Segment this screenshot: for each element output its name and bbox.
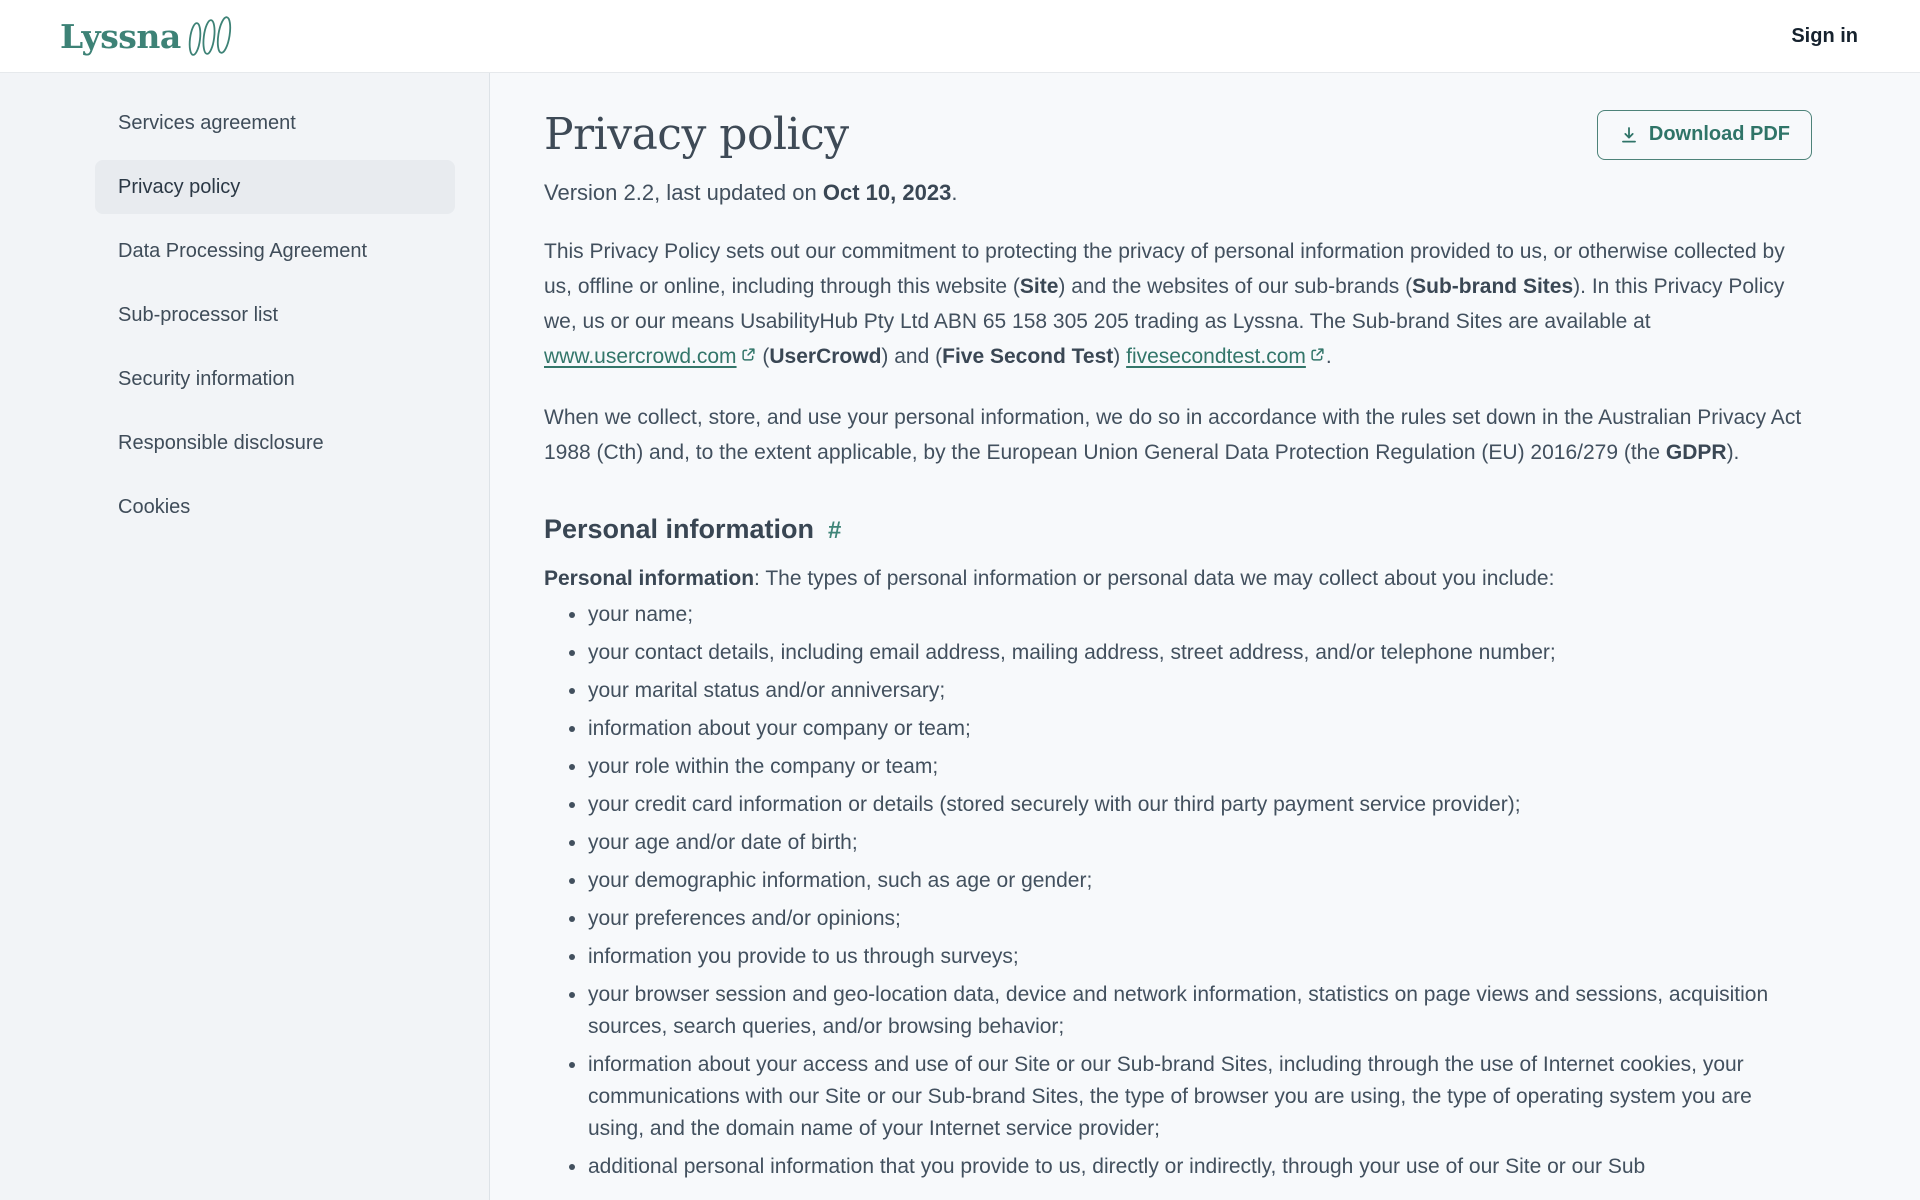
policy-paragraph [544, 234, 1812, 374]
title-row [544, 109, 1812, 160]
text-run: ) [1113, 345, 1127, 368]
list-item: information you provide to us through surveys; [544, 941, 1812, 973]
text-run: When we collect, store, and use your personal information, we do so in accordance with the rules set down in the Australian Privacy Act 1988 (Cth) and, to the extent applicable, by the European Union General Data Protection Regulation (EU) 2016/279 (the [544, 406, 1802, 464]
text-run: ). [1726, 441, 1740, 464]
text-run: This Privacy Policy sets out our commitment to protecting the privacy of personal information provided to us, or otherwise collected by us, offline or online, including through this website ( [544, 240, 1785, 298]
top-header [0, 0, 1920, 73]
section-title: Personal information [544, 514, 815, 544]
bold-text-run: Five Second Test [942, 345, 1114, 368]
bold-text-run: GDPR [1665, 441, 1727, 464]
download-pdf-label: Download PDF [1648, 123, 1790, 145]
sidebar-item-sub-processor-list[interactable]: Sub-processor list [118, 303, 279, 326]
page-title: Privacy policy [544, 109, 849, 160]
bold-text-run: Site [1019, 275, 1059, 298]
sidebar-item-data-processing-agreement[interactable]: Data Processing Agreement [118, 239, 368, 262]
text-run: ). In this Privacy Policy we, us or our means UsabilityHub Pty Ltd ABN 65 158 305 205 trading as Lyssna. The Sub-brand Sites are available at [544, 275, 1785, 333]
bold-text-run: Oct 10, 2023 [822, 180, 952, 205]
version-line [544, 178, 1812, 208]
external-link-icon [741, 339, 756, 374]
sidebar-item-responsible-disclosure[interactable]: Responsible disclosure [118, 431, 324, 454]
personal-info-list [544, 599, 1812, 1183]
download-pdf-button[interactable] [1597, 110, 1812, 160]
list-item: your role within the company or team; [544, 751, 1812, 783]
sidebar-item-privacy-policy[interactable]: Privacy policy [95, 160, 455, 214]
brand-wordmark: Lyssna [60, 16, 181, 56]
text-run: ) and the websites of our sub-brands ( [1058, 275, 1413, 298]
document-content [490, 73, 1920, 1200]
brand-logo[interactable] [60, 16, 238, 57]
text-run: ( [756, 345, 770, 368]
list-item: your demographic information, such as age or gender; [544, 865, 1812, 897]
section-intro [544, 563, 1812, 595]
list-item: your age and/or date of birth; [544, 827, 1812, 859]
policy-paragraph [544, 400, 1812, 470]
logo-squiggle-icon [184, 16, 238, 63]
sidebar-item-services-agreement[interactable]: Services agreement [118, 111, 296, 134]
text-run: . [1325, 345, 1332, 368]
list-item: information about your access and use of our Site or our Sub-brand Sites, including through the use of Internet cookies, your communications with our Site or our Sub-brand Sites, the type of browser you are using, the type of operating system you are using, and the domain name of your Internet service provider; [544, 1049, 1812, 1145]
inline-link[interactable]: www.usercrowd.com [544, 345, 737, 368]
legal-nav-sidebar [0, 73, 490, 1200]
external-link-icon [1310, 339, 1325, 374]
download-icon [1619, 125, 1639, 145]
text-run: Version 2.2, last updated on [544, 180, 823, 205]
list-item: information about your company or team; [544, 713, 1812, 745]
list-item: your credit card information or details (stored securely with our third party payment service provider); [544, 789, 1812, 821]
section-heading-row [544, 514, 1812, 545]
page-shell [0, 73, 1920, 1200]
sign-in-link[interactable]: Sign in [1791, 24, 1858, 47]
bold-text-run: Personal information [544, 567, 755, 590]
sidebar-item-security-information[interactable]: Security information [118, 367, 295, 390]
text-run: : The types of personal information or personal data we may collect about you include: [754, 567, 1555, 590]
bold-text-run: UserCrowd [769, 345, 882, 368]
bold-text-run: Sub-brand Sites [1412, 275, 1574, 298]
section-anchor-link[interactable]: # [828, 517, 842, 544]
list-item: your browser session and geo-location data, device and network information, statistics on page views and sessions, acquisition sources, search queries, and/or browsing behavior; [544, 979, 1812, 1043]
list-item: additional personal information that you provide to us, directly or indirectly, through your use of our Site or our Sub [544, 1151, 1812, 1183]
sidebar-item-cookies[interactable]: Cookies [118, 495, 191, 518]
text-run: . [951, 180, 958, 205]
list-item: your name; [544, 599, 1812, 631]
list-item: your preferences and/or opinions; [544, 903, 1812, 935]
list-item: your marital status and/or anniversary; [544, 675, 1812, 707]
text-run: ) and ( [881, 345, 943, 368]
policy-paragraphs [544, 234, 1812, 470]
list-item: your contact details, including email address, mailing address, street address, and/or telephone number; [544, 637, 1812, 669]
inline-link[interactable]: fivesecondtest.com [1126, 345, 1306, 368]
